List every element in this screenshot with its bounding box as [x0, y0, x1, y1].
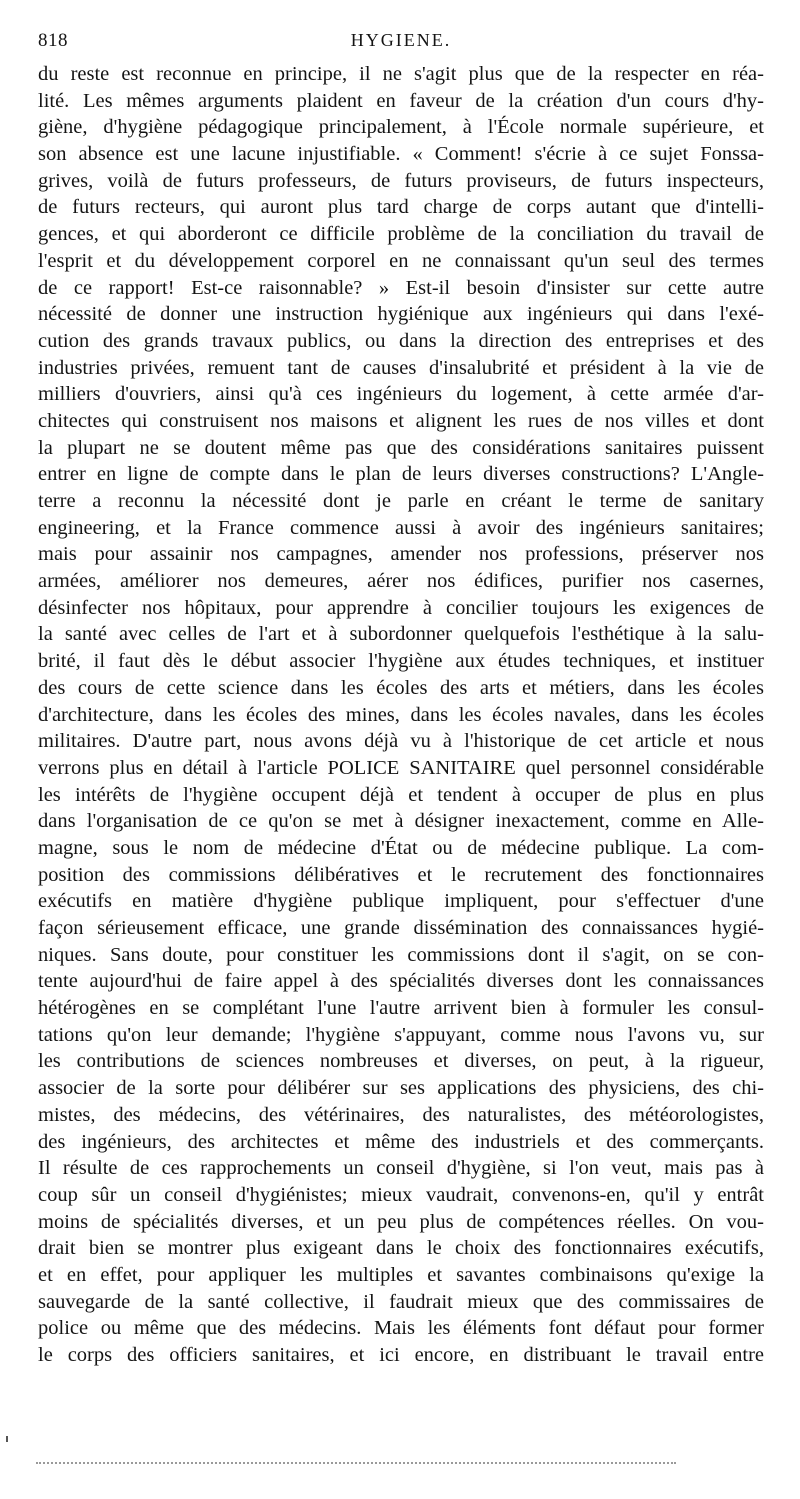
text-line: drait bien se montrer plus exigeant dans le choix des fonctionnaires exécutifs,: [38, 1237, 764, 1260]
text-line: dans l'organisation de ce qu'on se met à désigner inexactement, comme en Alle-: [38, 810, 764, 833]
text-line: Il résulte de ces rapprochements un conseil d'hygiène, si l'on veut, mais pas à: [38, 1157, 764, 1180]
margin-mark: [6, 1436, 8, 1442]
text-line: de ce rapport! Est-ce raisonnable? » Est-il besoin d'insister sur cette autre: [38, 276, 764, 299]
text-line: et en effet, pour appliquer les multiples et savantes combinaisons qu'exige la: [38, 1263, 764, 1286]
text-line: terre a reconnu la nécessité dont je parle en créant le terme de sanitary: [38, 490, 764, 512]
text-line: militaires. D'autre part, nous avons déjà vu à l'historique de cet article et nous: [38, 730, 764, 753]
bottom-rule: [36, 1462, 676, 1464]
text-line: moins de spécialités diverses, et un peu plus de compétences réelles. On vou-: [38, 1210, 764, 1233]
text-line: industries privées, remuent tant de causes d'insalubrité et président à la vie de: [38, 356, 764, 379]
text-line: nécessité de donner une instruction hygiénique aux ingénieurs qui dans l'exé-: [38, 303, 764, 326]
text-line: position des commissions délibératives et le recrutement des fonctionnaires: [38, 863, 764, 886]
text-line: chitectes qui construisent nos maisons et alignent les rues de nos villes et dont: [38, 409, 764, 432]
text-line: la santé avec celles de l'art et à subordonner quelquefois l'esthétique à la salu-: [38, 623, 764, 646]
text-line: tente aujourd'hui de faire appel à des spécialités diverses dont les connaissances: [38, 970, 764, 993]
text-line: mistes, des médecins, des vétérinaires, des naturalistes, des météorologistes,: [38, 1103, 764, 1126]
text-line: magne, sous le nom de médecine d'État ou de médecine publique. La com-: [38, 836, 764, 859]
text-line: niques. Sans doute, pour constituer les commissions dont il s'agit, on se con-: [38, 943, 764, 966]
text-line: des cours de cette science dans les écoles des arts et métiers, dans les écoles: [38, 676, 764, 699]
text-line: l'esprit et du développement corporel en ne connaissant qu'un seul des termes: [38, 249, 764, 272]
text-line: mais pour assainir nos campagnes, amender nos professions, préserver nos: [38, 543, 764, 566]
text-line: tations qu'on leur demande; l'hygiène s'appuyant, comme nous l'avons vu, sur: [38, 1023, 764, 1046]
text-line: le corps des officiers sanitaires, et ici encore, en distribuant le travail entre: [38, 1344, 764, 1366]
text-line: milliers d'ouvriers, ainsi qu'à ces ingénieurs du logement, à cette armée d'ar-: [38, 383, 764, 406]
text-line: grives, voilà de futurs professeurs, de futurs proviseurs, de futurs inspecteurs,: [38, 169, 764, 192]
text-line: coup sûr un conseil d'hygiénistes; mieux vaudrait, convenons-en, qu'il y entrât: [38, 1183, 764, 1206]
text-line: hétérogènes en se complétant l'une l'autre arrivent bien à formuler les consul-: [38, 997, 764, 1020]
text-line: façon sérieusement efficace, une grande dissémination des connaissances hygié-: [38, 917, 764, 939]
text-line: cution des grands travaux publics, ou dans la direction des entreprises et des: [38, 329, 764, 352]
text-line: d'architecture, dans les écoles des mines, dans les écoles navales, dans les écoles: [38, 703, 764, 726]
text-line: la plupart ne se doutent même pas que des considérations sanitaires puissent: [38, 436, 764, 459]
text-line: associer de la sorte pour délibérer sur ses applications des physiciens, des chi-: [38, 1077, 764, 1100]
text-line: entrer en ligne de compte dans le plan de leurs diverses constructions? L'Angle-: [38, 463, 764, 486]
text-line: de futurs recteurs, qui auront plus tard charge de corps autant que d'intelli-: [38, 196, 764, 219]
text-line: des ingénieurs, des architectes et même des industriels et des commerçants.: [38, 1130, 764, 1153]
text-line: du reste est reconnue en principe, il ne s'agit plus que de la respecter en réa-: [38, 63, 764, 85]
text-line: giène, d'hygiène pédagogique principalement, à l'École normale supérieure, et: [38, 116, 764, 139]
running-title: HYGIENE.: [350, 30, 452, 50]
text-line: sauvegarde de la santé collective, il faudrait mieux que des commissaires de: [38, 1290, 764, 1313]
text-line: armées, améliorer nos demeures, aérer nos édifices, purifier nos casernes,: [38, 570, 764, 593]
text-line: lité. Les mêmes arguments plaident en faveur de la création d'un cours d'hy-: [38, 89, 764, 112]
page-number: 818: [38, 30, 68, 51]
text-line: brité, il faut dès le début associer l'hygiène aux études techniques, et instituer: [38, 650, 764, 673]
running-head: [38, 30, 764, 56]
body-text: [38, 61, 764, 1395]
text-line: les contributions de sciences nombreuses et diverses, on peut, à la rigueur,: [38, 1050, 764, 1073]
text-line: engineering, et la France commence aussi à avoir des ingénieurs sanitaires;: [38, 516, 764, 539]
text-line: verrons plus en détail à l'article POLICE SANITAIRE quel personnel considérable: [38, 756, 764, 779]
text-line: [38, 1369, 764, 1396]
text-line: police ou même que des médecins. Mais les éléments font défaut pour former: [38, 1317, 764, 1340]
text-line: exécutifs en matière d'hygiène publique impliquent, pour s'effectuer d'une: [38, 890, 764, 913]
text-line: les intérêts de l'hygiène occupent déjà et tendent à occuper de plus en plus: [38, 783, 764, 806]
text-line: désinfecter nos hôpitaux, pour apprendre à concilier toujours les exigences de: [38, 596, 764, 619]
text-line: gences, et qui aborderont ce difficile problème de la conciliation du travail de: [38, 223, 764, 246]
text-line: son absence est une lacune injustifiable. « Comment! s'écrie à ce sujet Fonssa-: [38, 143, 764, 166]
